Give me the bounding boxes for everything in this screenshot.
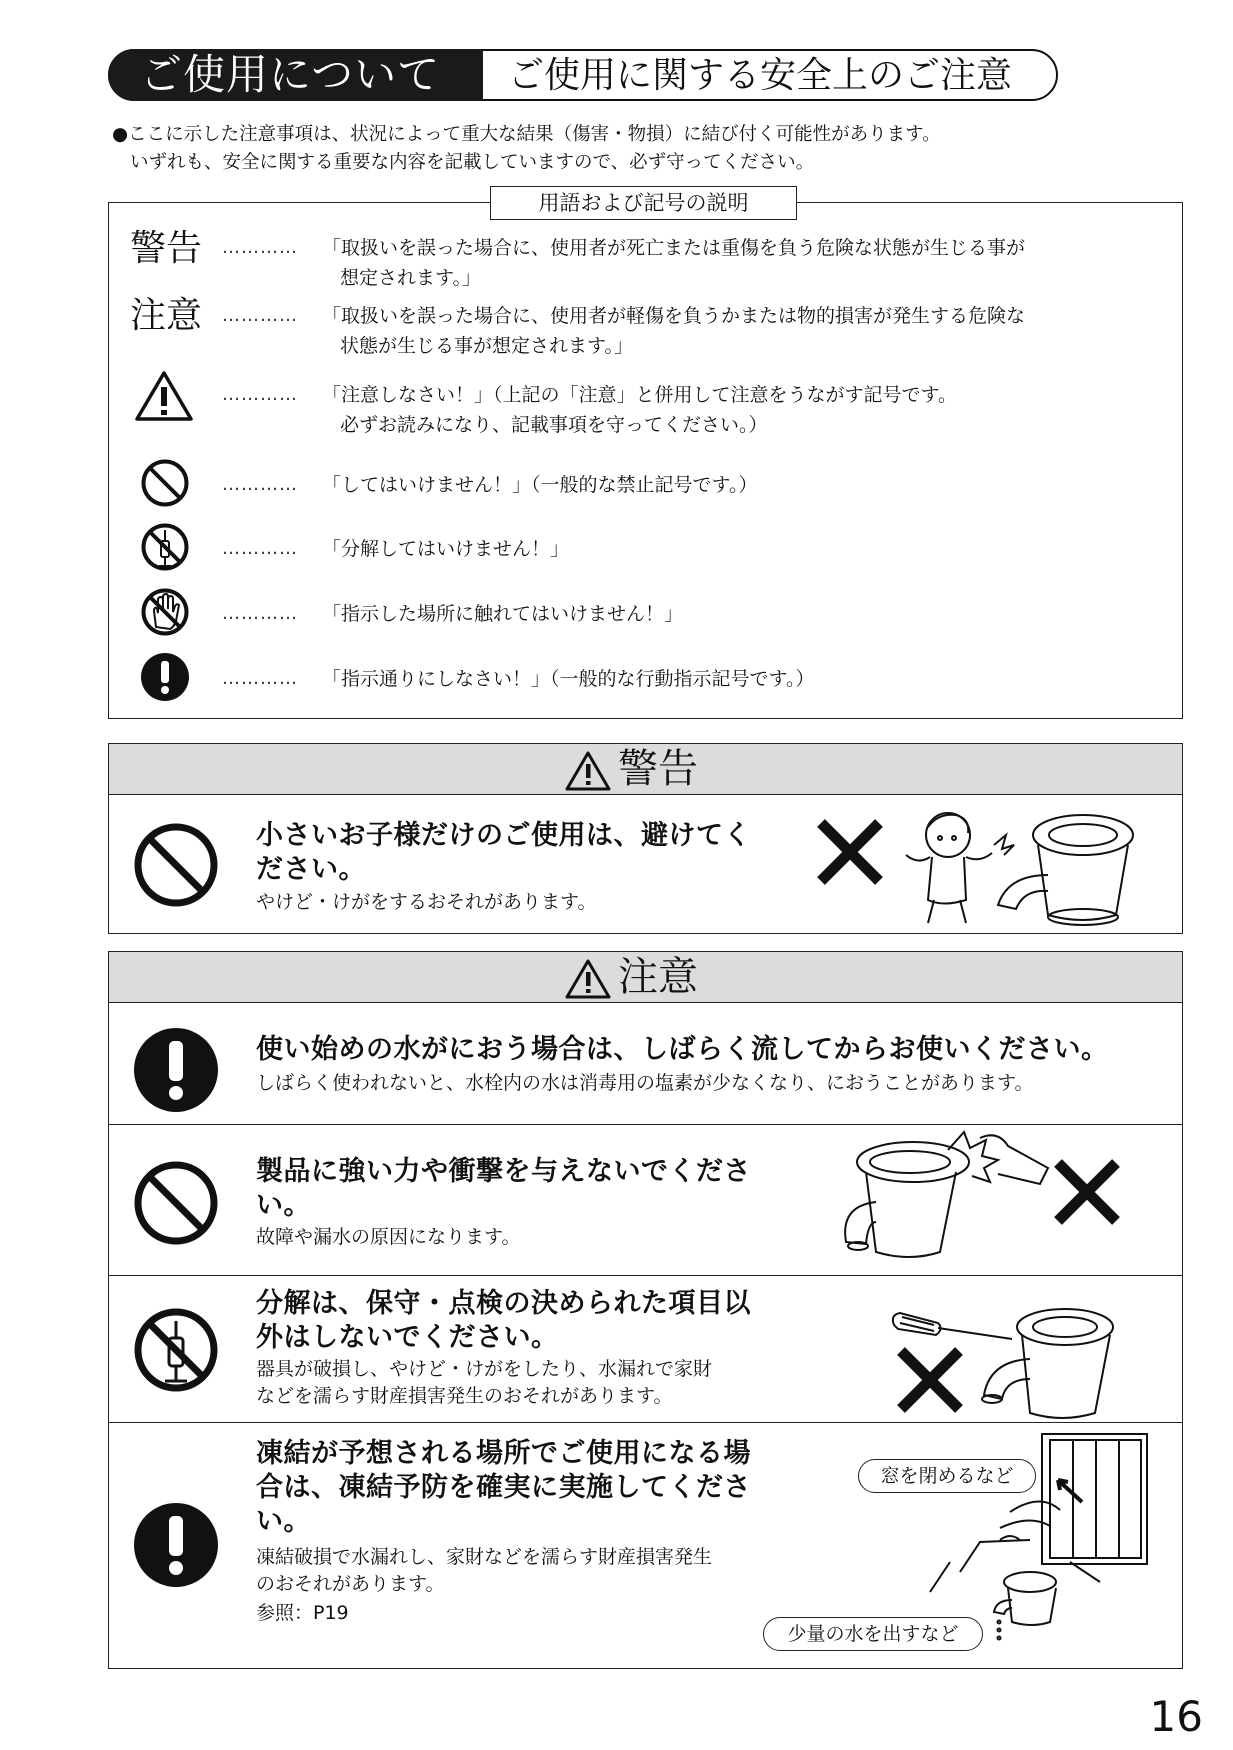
warning-main-text: 小さいお子様だけのご使用は、避けてく — [256, 820, 751, 851]
caution-main-text: 外はしないでください。 — [256, 1322, 559, 1353]
intro-line-2: いずれも、安全に関する重要な内容を記載していますので、必ず守ってください。 — [130, 152, 815, 173]
caution-sub-text: 器具が破損し、やけど・けがをしたり、水漏れで家財 — [256, 1358, 713, 1380]
tip-pill-close-window: 窓を閉めるなど — [858, 1459, 1036, 1493]
caution-heading: 注意 — [618, 954, 698, 1000]
legend-desc: 「分解してはいけません！」 — [322, 538, 570, 560]
section-tab-label: ご使用について — [140, 50, 441, 99]
no-disassembly-icon — [133, 1307, 219, 1393]
legend-desc: 「指示した場所に触れてはいけません！」 — [322, 603, 684, 625]
reference-text: 参照：P19 — [256, 1602, 349, 1624]
caution-main-text: 製品に強い力や衝撃を与えないでくださ — [256, 1156, 751, 1187]
leader-dots: ………… — [222, 668, 298, 689]
caution-main-text: い。 — [256, 1190, 311, 1221]
legend-desc: 「注意しなさい！」（上記の「注意」と併用して注意をうながす記号です。 — [322, 384, 957, 406]
tip-pill-run-water: 少量の水を出すなど — [763, 1617, 983, 1651]
keyword-caution: 注意 — [130, 295, 203, 336]
cross-mark-icon — [895, 1345, 965, 1415]
row-divider — [108, 1275, 1183, 1276]
cross-mark-icon — [815, 817, 885, 887]
leader-dots: ………… — [222, 384, 298, 405]
caution-sub-text: のおそれがあります。 — [256, 1573, 445, 1595]
legend-desc: 必ずお読みになり、記載事項を守ってください。） — [340, 414, 768, 436]
caution-main-text: 分解は、保守・点検の決められた項目以 — [256, 1288, 751, 1319]
intro-line-1: ●ここに示した注意事項は、状況によって重大な結果（傷害・物損）に結び付く可能性があります。 — [112, 124, 941, 145]
legend-desc: 状態が生じる事が想定されます。」 — [340, 335, 633, 357]
row-divider — [108, 1422, 1183, 1423]
warning-sub-text: やけど・けがをするおそれがあります。 — [256, 891, 597, 913]
page-title: ご使用に関する安全上のご注意 — [508, 55, 1013, 96]
legend-title: 用語および記号の説明 — [490, 186, 797, 220]
warning-heading: 警告 — [618, 746, 698, 792]
caution-main-text: 凍結が予想される場所でご使用になる場 — [256, 1438, 751, 1469]
leader-dots: ………… — [222, 474, 298, 495]
leader-dots: ………… — [222, 305, 298, 326]
caution-sub-text: しばらく使われないと、水栓内の水は消毒用の塩素が少なくなり、におうことがあります。 — [256, 1072, 1034, 1094]
legend-desc: 「取扱いを誤った場合に、使用者が軽傷を負うかまたは物的損害が発生する危険な — [322, 305, 1026, 327]
caution-main-text: 使い始めの水がにおう場合は、しばらく流してからお使いください。 — [256, 1034, 1109, 1065]
hand-striking-faucet-illustration — [848, 1130, 1048, 1265]
caution-main-text: 合は、凍結予防を確実に実施してくださ — [256, 1472, 751, 1503]
leader-dots: ………… — [222, 603, 298, 624]
page-number: 16 — [1149, 1692, 1203, 1741]
child-faucet-illustration — [898, 805, 1138, 930]
cross-mark-icon — [1052, 1157, 1122, 1227]
leader-dots: ………… — [222, 538, 298, 559]
keyword-warning: 警告 — [130, 228, 203, 269]
mandatory-action-icon — [133, 1027, 219, 1113]
legend-desc: 「してはいけません！」（一般的な禁止記号です。） — [322, 474, 758, 496]
caution-sub-text: などを濡らす財産損害発生のおそれがあります。 — [256, 1385, 673, 1407]
caution-main-text: い。 — [256, 1506, 311, 1537]
caution-triangle-icon — [134, 370, 194, 422]
prohibition-icon — [133, 1160, 219, 1246]
prohibition-icon — [133, 822, 219, 908]
caution-triangle-icon — [565, 959, 611, 999]
legend-desc: 「指示通りにしなさい！」（一般的な行動指示記号です。） — [322, 668, 815, 690]
no-disassembly-icon — [140, 522, 190, 572]
mandatory-action-icon — [133, 1502, 219, 1588]
caution-sub-text: 凍結破損で水漏れし、家財などを濡らす財産損害発生 — [256, 1546, 713, 1568]
legend-desc: 想定されます。」 — [340, 267, 481, 289]
row-divider — [108, 1124, 1183, 1125]
caution-sub-text: 故障や漏水の原因になります。 — [256, 1226, 521, 1248]
legend-desc: 「取扱いを誤った場合に、使用者が死亡または重傷を負う危険な状態が生じる事が — [322, 237, 1026, 259]
legend-box — [108, 202, 1183, 719]
mandatory-action-icon — [140, 652, 190, 702]
leader-dots: ………… — [222, 237, 298, 258]
caution-triangle-icon — [565, 751, 611, 791]
window-faucet-illustration — [900, 1432, 1160, 1667]
warning-main-text: ださい。 — [256, 854, 366, 885]
prohibition-icon — [140, 458, 190, 508]
no-touch-icon — [140, 587, 190, 637]
